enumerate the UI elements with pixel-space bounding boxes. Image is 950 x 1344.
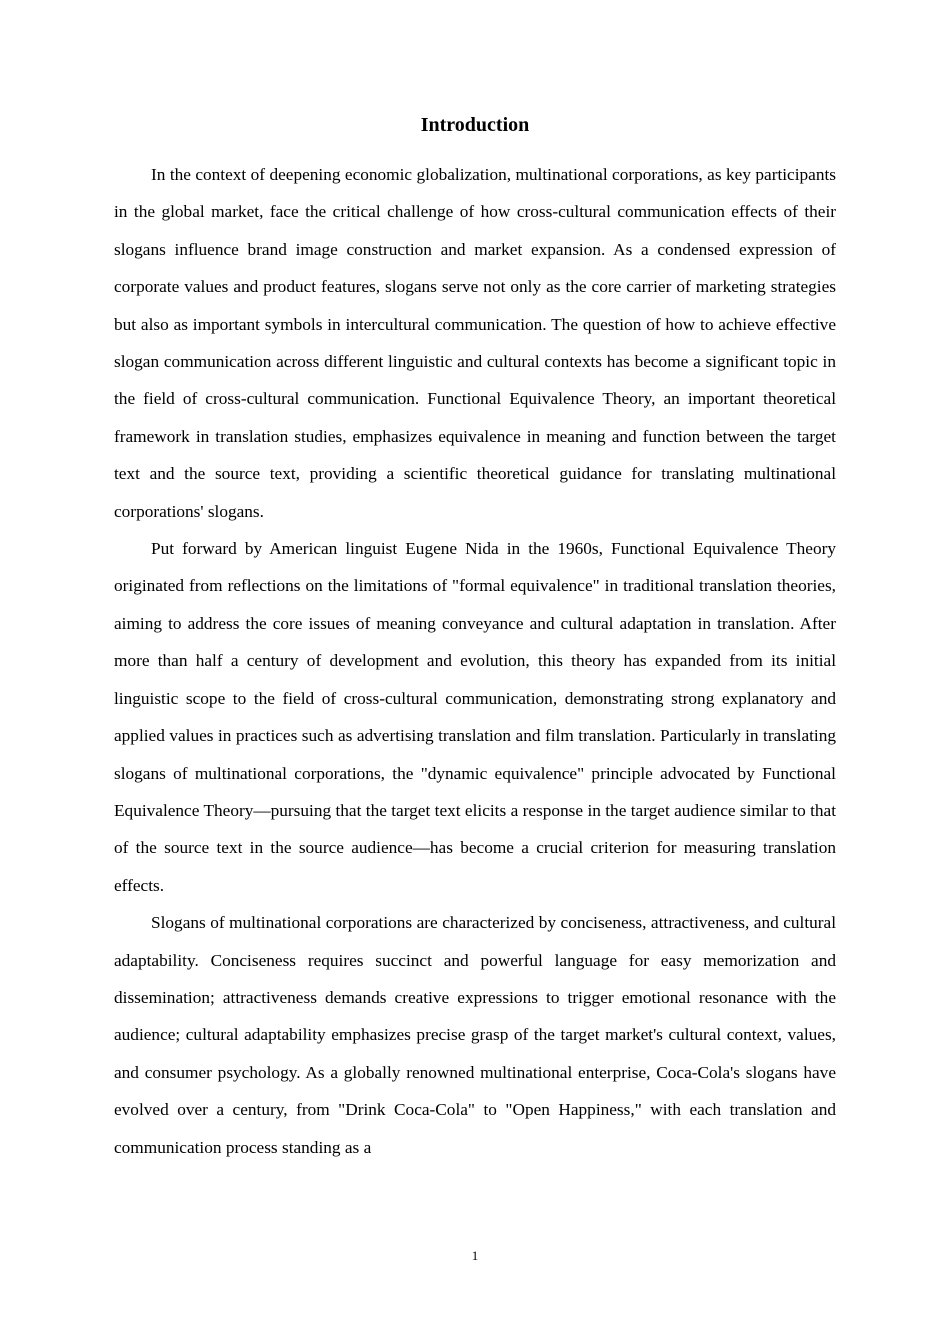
paragraph-2: Put forward by American linguist Eugene Nida in the 1960s, Functional Equivalence Theory originated from reflections on the limitations of "formal equivalence" in traditional translation theories, aiming to address the core issues of meaning conveyance and cultural adaptation in translation. After more than half a century of development and evolution, this theory has expanded from its initial linguistic scope to the field of cross-cultural communication, demonstrating strong explanatory and applied values in practices such as advertising translation and film translation. Particularly in translating slogans of multinational corporations, the "dynamic equivalence" principle advocated by Functional Equivalence Theory—pursuing that the target text elicits a response in the target audience similar to that of the source text in the source audience—has become a crucial criterion for measuring translation effects.	[114, 539, 836, 895]
section-title: Introduction	[420, 114, 530, 136]
paragraph-3: Slogans of multinational corporations are characterized by conciseness, attractiveness, and cultural adaptability. Conciseness requires succinct and powerful language for easy memorization and dissemination; attractiveness demands creative expressions to trigger emotional resonance with the audience; cultural adaptability emphasizes precise grasp of the target market's cultural context, values, and consumer psychology. As a globally renowned multinational enterprise, Coca-Cola's slogans have evolved over a century, from "Drink Coca-Cola" to "Open Happiness," with each translation and communication process standing as a	[114, 913, 836, 1157]
paragraph-1: In the context of deepening economic globalization, multinational corporations, as key participants in the global market, face the critical challenge of how cross-cultural communication effects of their slogans influence brand image construction and market expansion. As a condensed expression of corporate values and product features, slogans serve not only as the core carrier of marketing strategies but also as important symbols in intercultural communication. The question of how to achieve effective slogan communication across different linguistic and cultural contexts has become a significant topic in the field of cross-cultural communication. Functional Equivalence Theory, an important theoretical framework in translation studies, emphasizes equivalence in meaning and function between the target text and the source text, providing a scientific theoretical guidance for translating multinational corporations' slogans.	[114, 165, 836, 521]
body-text	[114, 156, 836, 1166]
page-number: 1	[471, 1248, 479, 1263]
